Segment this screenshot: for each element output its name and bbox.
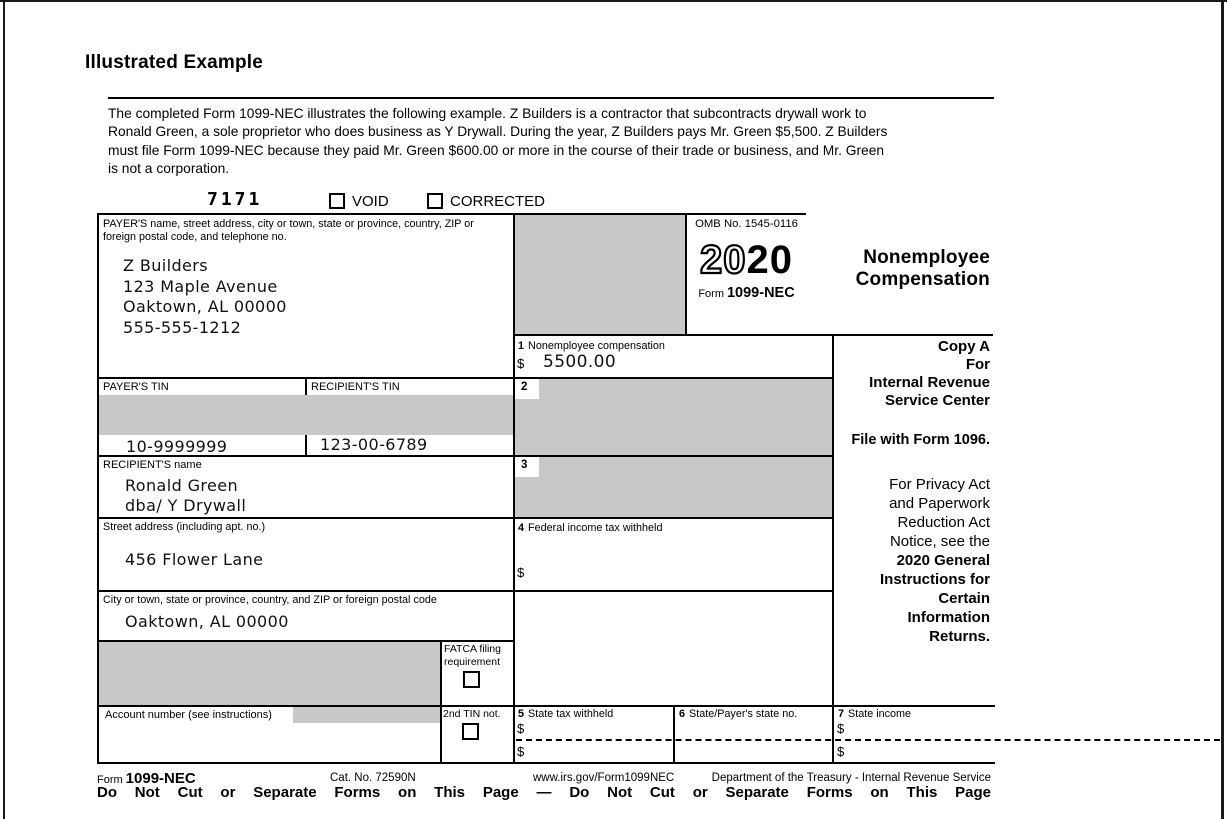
file-with-note: File with Form 1096. [851,432,990,448]
shaded-top-cell [513,213,687,336]
privacy-line: Reduction Act [897,514,990,531]
box2-cell [513,377,834,457]
city-value: Oaktown, AL 00000 [125,612,289,631]
box7-dollar-sign-1: $ [837,721,845,736]
intro-line: must file Form 1099-NEC because they paid Mr. Green $600.00 or more in the course of their trade or business, and Mr. Green [108,142,885,158]
main-title-line1: Nonemployee [863,247,990,268]
box5-number: 5 [518,708,525,720]
box4-label-text: Federal income tax withheld [528,522,663,534]
recipient-tin-label: RECIPIENT'S TIN [311,381,400,393]
form-number: 1099-NEC [726,285,795,301]
corrected-label: CORRECTED [450,193,546,210]
box1-label-text: Nonemployee compensation [528,340,665,352]
fatca-label [444,643,514,668]
intro-line: The completed Form 1099-NEC illustrates the following example. Z Builders is a contractor that subcontracts drywall work to [108,106,867,121]
fatca-checkbox[interactable] [463,671,480,688]
privacy-line: For Privacy Act [889,476,990,493]
copy-a-line: Copy A [938,338,990,355]
privacy-bold-line: 2020 General [896,552,990,569]
city-label: City or town, state or province, country, and ZIP or foreign postal code [103,594,437,606]
second-tin-label: 2nd TIN not. [443,708,501,720]
payer-street: 123 Maple Avenue [123,276,278,296]
copy-a-line: For [965,356,990,373]
page-title: Illustrated Example [85,52,264,73]
privacy-bold-line: Certain [938,590,990,607]
copy-a-column [830,338,990,646]
second-tin-checkbox[interactable] [462,723,479,740]
payer-name: Z Builders [123,256,208,275]
intro-line: Ronald Green, a sole proprietor who does business as Y Drywall. During the year, Z Builders pays Mr. Green $5,500. Z Builders [108,124,888,140]
year-outline: 20 [700,238,747,282]
box1-dollar-sign: $ [517,356,525,371]
catalog-number: Cat. No. 72590N [330,772,416,784]
account-shaded-area [293,707,440,723]
account-label: Account number (see instructions) [105,709,272,721]
box5-label-text: State tax withheld [528,708,614,720]
box7-dollar-sign-2: $ [837,744,845,759]
privacy-bold-line: Information [907,609,990,626]
payer-entry [123,256,287,338]
copy-a-line: Internal Revenue [869,374,990,391]
form-main-title [834,247,990,290]
box4-dollar-sign: $ [517,565,525,580]
state-row-dashed-line [516,739,1220,741]
do-not-cut-right: Do Not Cut or Separate Forms on This Page [569,784,991,801]
box5-dollar-sign-1: $ [517,721,525,736]
payer-phone: 555-555-1212 [123,317,242,337]
fatca-label-line2: requirement [444,655,501,668]
copy-a-line: Service Center [884,392,990,409]
box4-number: 4 [518,522,525,534]
main-title-line2: Compensation [855,268,990,290]
void-label: VOID [352,193,389,210]
recipient-name-value: Ronald Green [125,476,239,495]
page-border-left [3,0,5,819]
do-not-cut-left: Do Not Cut or Separate Forms on This Page [97,784,519,801]
privacy-notice [830,475,990,646]
irs-website-link[interactable]: www.irs.gov/Form1099NEC [533,772,675,784]
intro-line: is not a corporation. [108,161,230,177]
recipient-name-label: RECIPIENT'S name [103,459,202,471]
box7-number: 7 [838,708,845,720]
page-border-top [0,0,1227,2]
box6-label [679,708,797,721]
box5-label [518,708,613,721]
void-checkbox[interactable] [329,193,345,209]
footer-form-number: 1099-NEC [125,770,196,787]
corrected-checkbox[interactable] [427,193,443,209]
box3-number: 3 [515,457,539,477]
box7-label [838,708,911,721]
box5-dollar-sign-2: $ [517,744,525,759]
payer-tin-value: 10-9999999 [126,437,228,456]
box1-number: 1 [518,340,525,352]
footer-form-word: Form [97,774,123,786]
box4-label [518,522,662,535]
box7-label-text: State income [848,708,912,720]
payer-tin-label: PAYER'S TIN [103,381,169,393]
recipient-dba-value: dba/ Y Drywall [125,496,247,515]
box1-value: 5500.00 [543,352,617,372]
street-value: 456 Flower Lane [125,550,264,569]
form-word: Form [698,288,724,300]
fatca-label-line1: FATCA filing [444,643,501,655]
title-divider [108,97,994,99]
privacy-line: and Paperwork [889,495,990,512]
omb-number: OMB No. 1545-0116 [695,218,798,230]
box2-number: 2 [515,379,539,399]
omb-box [685,213,808,336]
box3-cell [513,455,834,519]
treasury-department-label: Department of the Treasury - Internal Revenue Service [711,772,991,784]
privacy-bold-line: Instructions for [879,571,990,588]
empty-cell [513,590,834,707]
form-print-code: 7171 [207,189,263,210]
recipient-tin-value: 123-00-6789 [320,435,428,454]
do-not-cut-dash: — [536,784,552,801]
shaded-row [97,640,442,707]
omb-form-line [685,285,808,301]
tax-year [685,239,808,281]
tin-shaded-band [99,395,513,435]
intro-paragraph [108,105,993,179]
street-label: Street address (including apt. no.) [103,521,266,533]
privacy-bold-line: Returns. [929,628,990,645]
privacy-line: Notice, see the [889,533,990,550]
do-not-cut-banner [97,784,991,801]
page-border-right [1221,0,1224,819]
payer-city: Oaktown, AL 00000 [123,297,287,316]
payer-label: PAYER'S name, street address, city or town, state or province, country, ZIP or foreign postal code, and telephone no. [103,218,474,243]
box6-number: 6 [679,708,686,720]
year-bold: 20 [746,238,793,282]
box6-label-text: State/Payer's state no. [689,708,798,720]
